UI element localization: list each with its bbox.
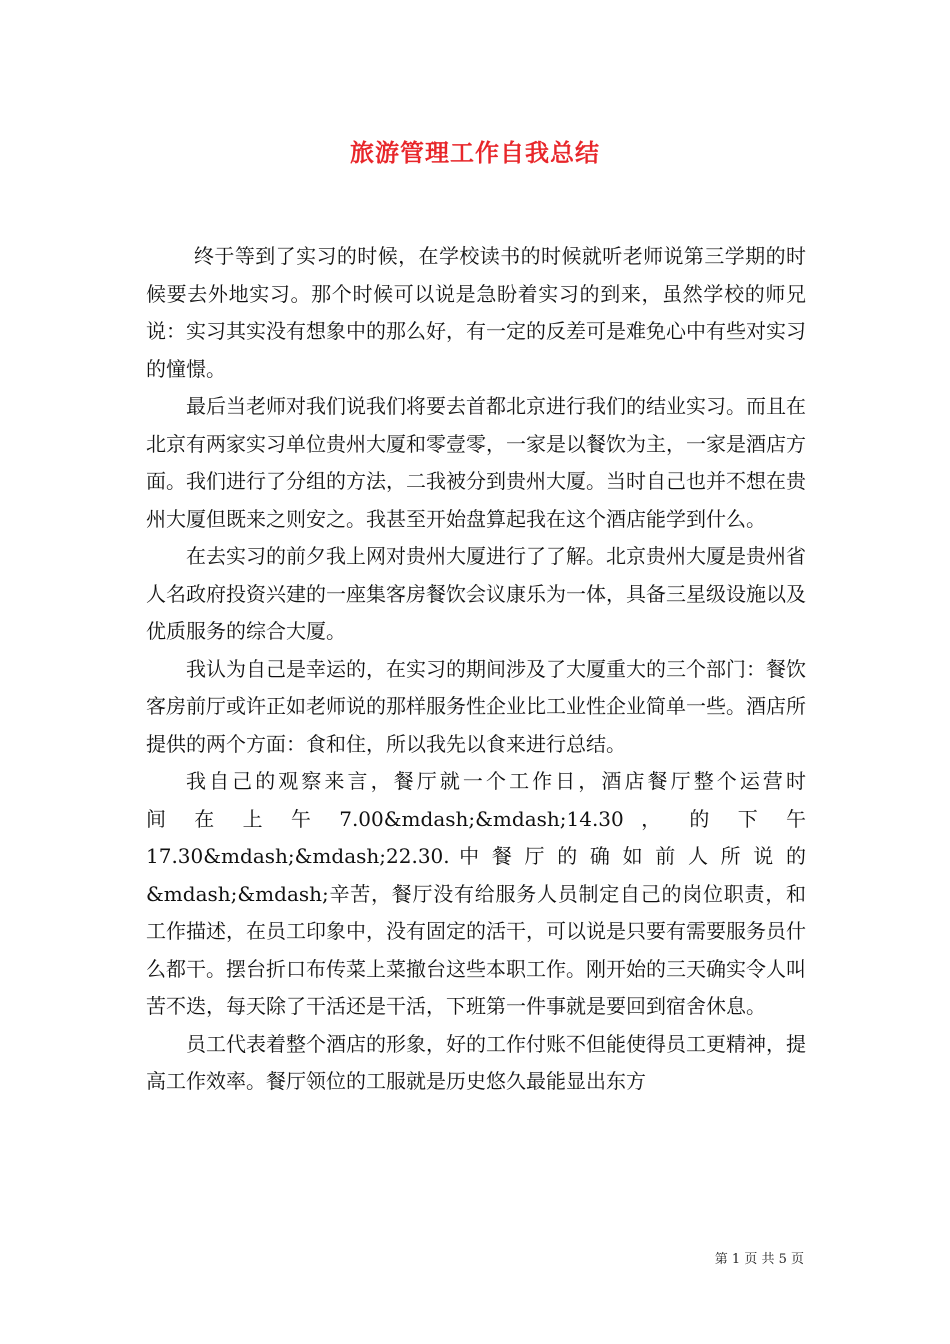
page-number: 第 1 页 共 5 页 (714, 1252, 804, 1267)
paragraph-5-line-2: 间 在 上 午 7.00&mdash;&mdash;14.30 ， 的 下 午 (146, 806, 806, 831)
paragraph-5-rest: &mdash;&mdash;辛苦，餐厅没有给服务人员制定自己的岗位职责，和工作描述，在员工印象中，没有固定的活干，可以说是只要有需要服务员什么都干。摆台折口布传菜上菜撤台这些本职工作。刚开始的三天确实令人叫苦不迭，每天除了干活还是干活，下班第一件事就是要回到宿舍休息。 (146, 881, 806, 1018)
paragraph-5-line-1: 我自己的观察来言，餐厅就一个工作日，酒店餐厅整个运营时 (186, 769, 806, 793)
paragraph-3: 在去实习的前夕我上网对贵州大厦进行了了解。北京贵州大厦是贵州省人名政府投资兴建的一座集客房餐饮会议康乐为一体，具备三星级设施以及优质服务的综合大厦。 (146, 544, 806, 643)
paragraph-1: 终于等到了实习的时候，在学校读书的时候就听老师说第三学期的时候要去外地实习。那个时候可以说是急盼着实习的到来，虽然学校的师兄说：实习其实没有想象中的那么好，有一定的反差可是难免心中有些对实习的憧憬。 (146, 244, 806, 381)
paragraph-6: 员工代表着整个酒店的形象，好的工作付账不但能使得员工更精神，提高工作效率。餐厅领位的工服就是历史悠久最能显出东方 (146, 1031, 806, 1093)
paragraph-5-line-3: 17.30&mdash;&mdash;22.30. 中 餐 厅 的 确 如 前 人 所 说 的 (146, 844, 806, 868)
document-body (146, 238, 806, 1101)
paragraph-4: 我认为自己是幸运的，在实习的期间涉及了大厦重大的三个部门：餐饮客房前厅或许正如老师说的那样服务性企业比工业性企业简单一些。酒店所提供的两个方面：食和住，所以我先以食来进行总结。 (146, 656, 806, 756)
paragraph-2: 最后当老师对我们说我们将要去首都北京进行我们的结业实习。而且在北京有两家实习单位贵州大厦和零壹零，一家是以餐饮为主，一家是酒店方面。我们进行了分组的方法，二我被分到贵州大厦。当时自己也并不想在贵州大厦但既来之则安之。我甚至开始盘算起我在这个酒店能学到什么。 (146, 394, 806, 531)
page-title: 旅游管理工作自我总结 (350, 138, 600, 167)
